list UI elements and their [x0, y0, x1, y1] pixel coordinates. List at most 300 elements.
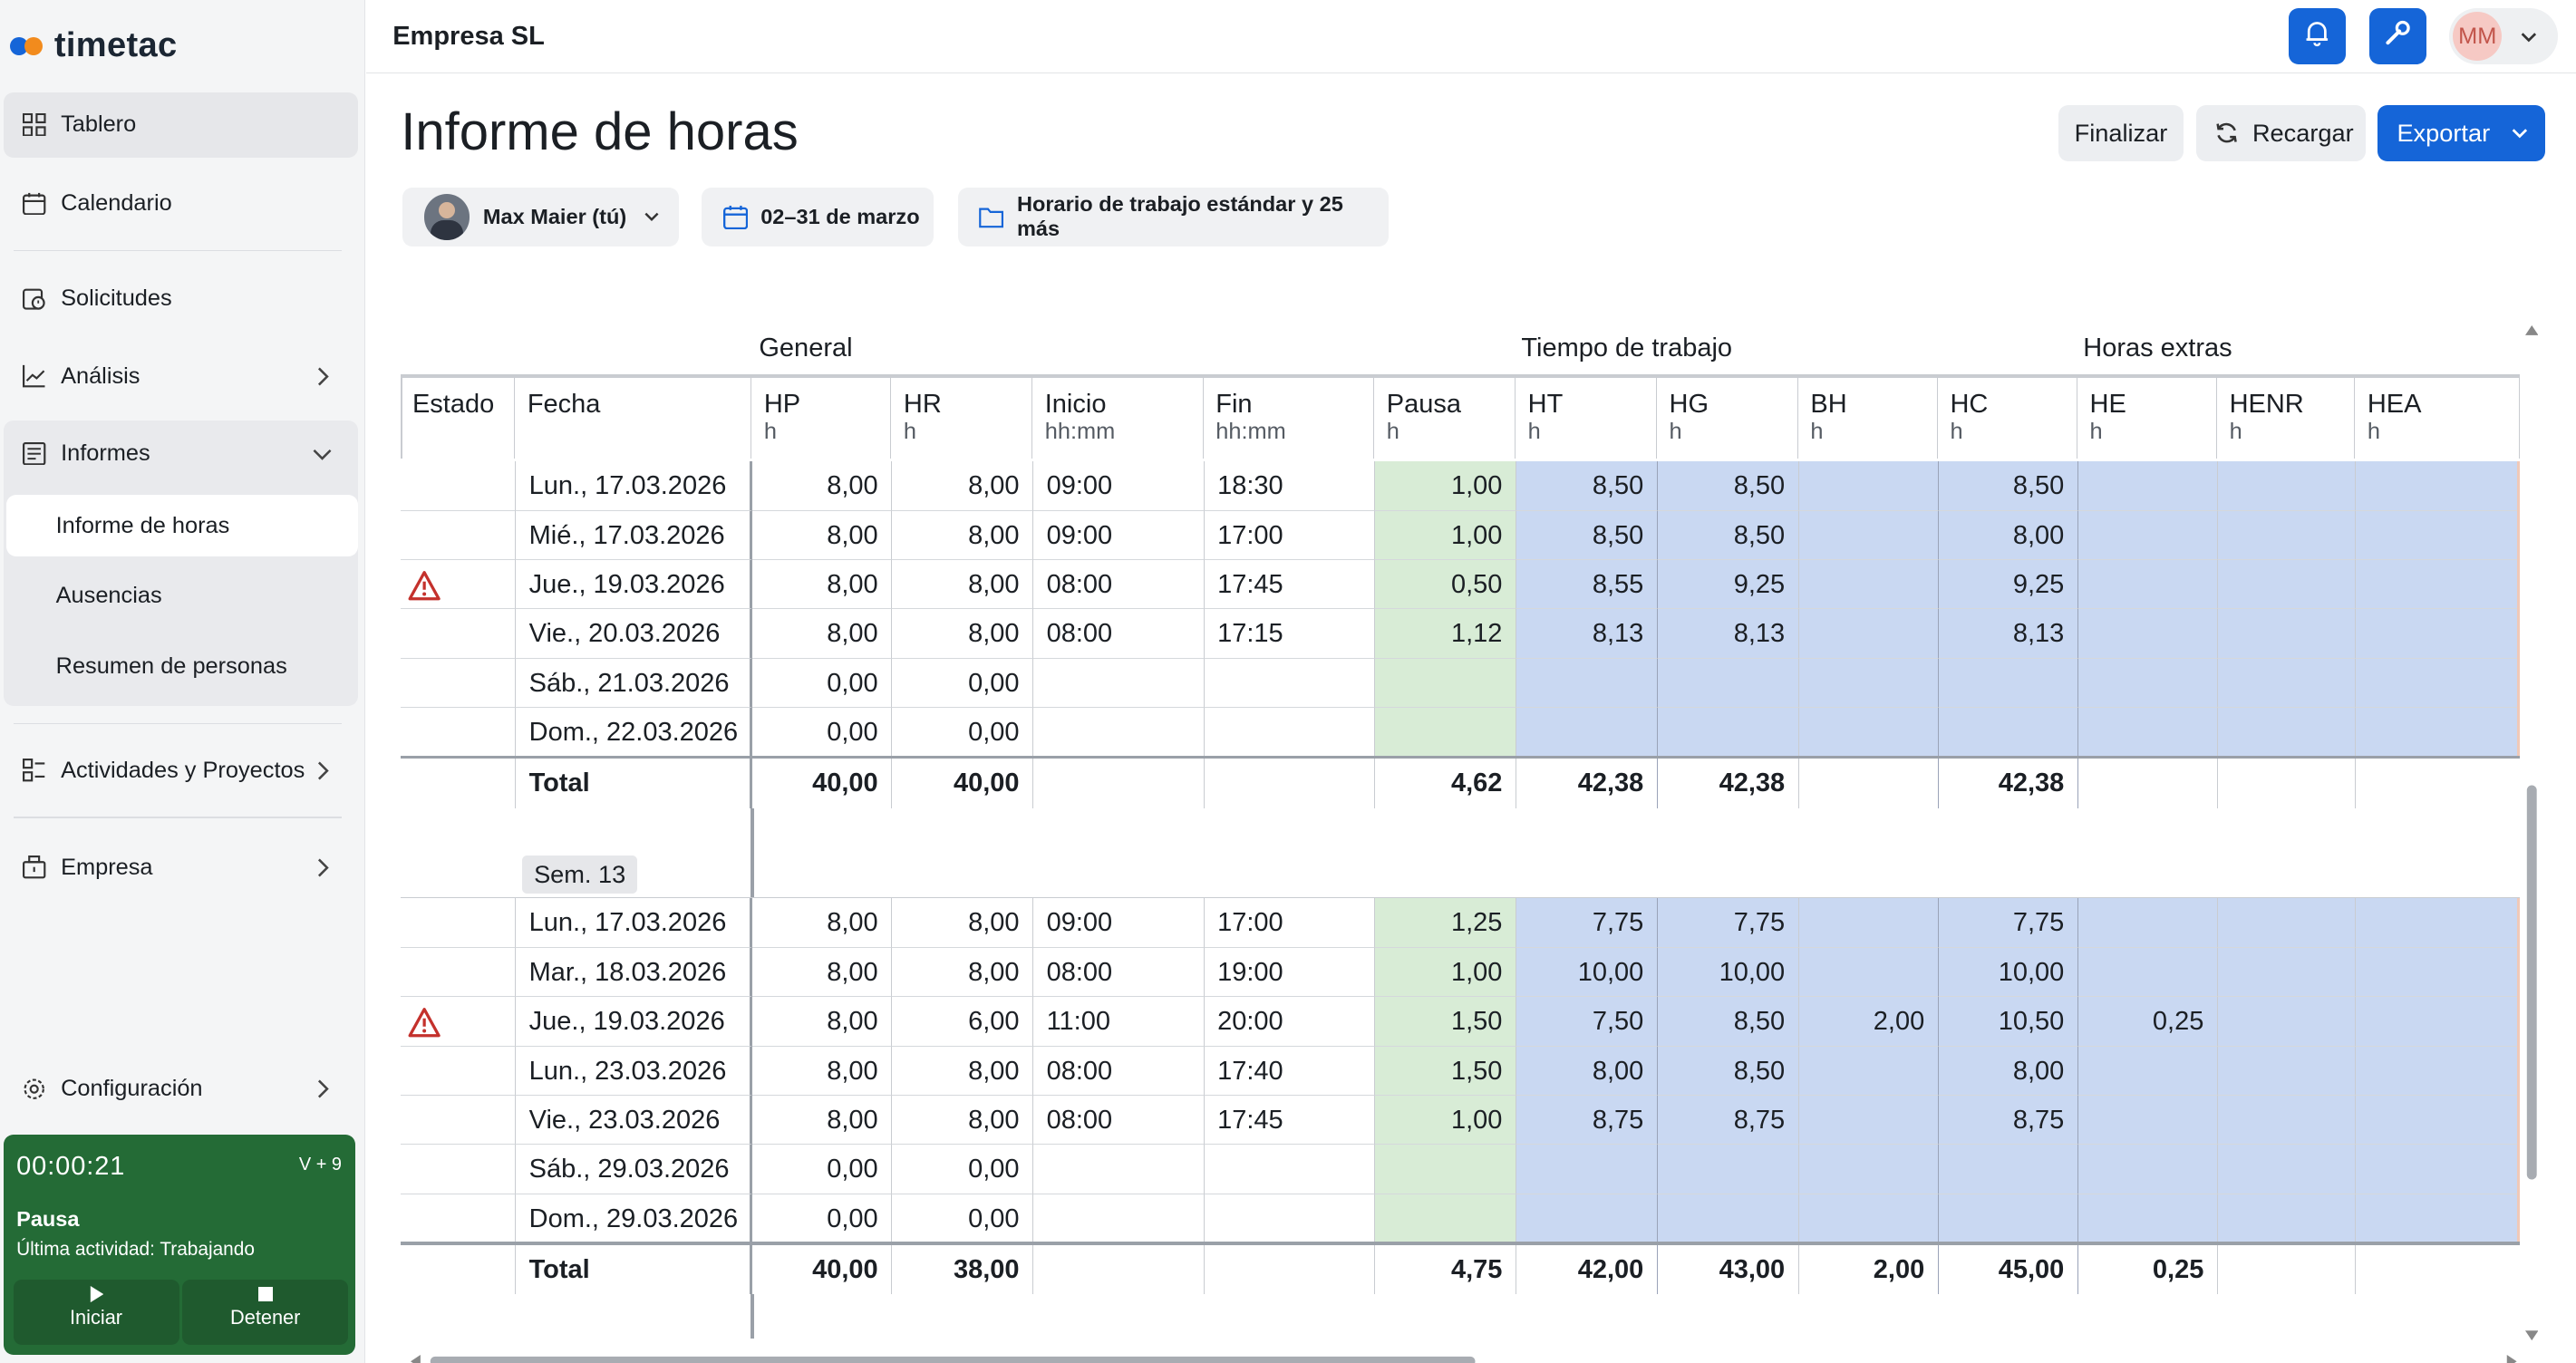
table-cell: [2356, 1194, 2520, 1243]
table-cell: [2218, 708, 2356, 757]
table-cell: 8,00: [1516, 1047, 1658, 1096]
table-cell: [1799, 948, 1939, 997]
timer-status: Pausa: [16, 1207, 80, 1232]
table-cell: 17:40: [1205, 1047, 1376, 1096]
reload-label: Recargar: [2252, 118, 2354, 147]
table-cell: [1033, 1145, 1205, 1194]
column-header-estado[interactable]: [401, 376, 515, 459]
column-header-unit: h: [2229, 419, 2242, 445]
divider: [14, 723, 343, 725]
column-header-name: HP: [763, 389, 801, 419]
column-header-inicio[interactable]: [1033, 376, 1204, 459]
timer-clock: 00:00:21: [16, 1151, 126, 1181]
table-cell: [2356, 609, 2520, 658]
table-cell: 1,50: [1375, 1047, 1516, 1096]
date-cell: Jue., 19.03.2026: [516, 560, 752, 609]
status-cell: [401, 1145, 516, 1194]
row-edge: [2517, 1096, 2521, 1145]
table-cell: [2218, 560, 2356, 609]
table-cell: [1799, 511, 1939, 560]
status-cell: [401, 997, 516, 1046]
date-cell: Dom., 29.03.2026: [516, 1194, 752, 1243]
column-header-name: Estado: [412, 389, 495, 419]
table-cell: 40,00: [892, 759, 1033, 807]
table-cell: [1205, 659, 1376, 708]
table-cell: [2356, 1145, 2520, 1194]
table-cell: [2218, 759, 2356, 807]
table-cell: 17:00: [1205, 898, 1376, 947]
column-header-fin[interactable]: [1205, 376, 1375, 459]
row-edge: [2517, 997, 2521, 1046]
folder-icon: [979, 206, 1003, 228]
table-cell: [1205, 759, 1376, 807]
table-cell: 40,00: [752, 1245, 892, 1294]
table-cell: [2218, 461, 2356, 510]
table-row: [401, 948, 2520, 997]
column-header-hp[interactable]: [752, 376, 891, 459]
status-cell: [401, 1096, 516, 1145]
table-cell: [2356, 997, 2520, 1046]
date-cell: Sáb., 21.03.2026: [516, 659, 752, 708]
table-cell: 8,00: [892, 461, 1033, 510]
column-header-unit: h: [1950, 419, 1963, 445]
column-header-unit: h: [1810, 419, 1824, 445]
table-cell: 8,00: [752, 1096, 892, 1145]
table-cell: 0,00: [752, 708, 892, 757]
sidebar-item-label: Calendario: [61, 190, 172, 217]
column-header-name: HG: [1669, 389, 1709, 419]
row-edge: [2517, 609, 2521, 658]
status-cell: [401, 511, 516, 560]
table-cell: 1,00: [1375, 461, 1516, 510]
table-cell: [1939, 708, 2078, 757]
table-cell: 40,00: [752, 759, 892, 807]
table-cell: [2356, 708, 2520, 757]
table-cell: 8,13: [1658, 609, 1799, 658]
timer-last-activity: Última actividad: Trabajando: [16, 1238, 255, 1260]
row-edge: [2517, 461, 2521, 510]
sidebar-item-configuracion[interactable]: [4, 1056, 359, 1122]
person-filter[interactable]: [402, 188, 679, 246]
column-header-name: HE: [2089, 389, 2126, 419]
table-cell: 8,00: [892, 1047, 1033, 1096]
sidebar-item-tablero[interactable]: [4, 92, 359, 159]
table-cell: 0,25: [2078, 997, 2218, 1046]
sidebar-subitem-label: Ausencias: [55, 583, 162, 609]
column-header-name: Pausa: [1386, 389, 1461, 419]
sidebar-item-label: Tablero: [61, 111, 137, 138]
table-cell: [1939, 1145, 2078, 1194]
table-cell: [1516, 1194, 1658, 1243]
grid-icon: [22, 111, 48, 138]
sidebar-item-label: Informes: [61, 440, 150, 466]
time-tracker-widget: [4, 1135, 355, 1355]
table-cell: [1375, 659, 1516, 708]
table-cell: 4,62: [1375, 759, 1516, 807]
table-cell: [2078, 511, 2218, 560]
sidebar-item-actividades[interactable]: [4, 738, 359, 804]
date-cell: Vie., 23.03.2026: [516, 1096, 752, 1145]
table-cell: 10,00: [1939, 948, 2078, 997]
sidebar-item-label: Análisis: [61, 362, 140, 389]
table-cell: [2078, 609, 2218, 658]
column-header-unit: h: [1386, 419, 1399, 445]
table-cell: 8,00: [892, 560, 1033, 609]
table-cell: 17:45: [1205, 560, 1376, 609]
date-cell: Lun., 23.03.2026: [516, 1047, 752, 1096]
column-header-name: HENR: [2229, 389, 2304, 419]
reports-icon: [22, 440, 48, 467]
status-cell: [401, 1245, 516, 1294]
table-cell: 42,38: [1939, 759, 2078, 807]
table-cell: [2078, 948, 2218, 997]
table-cell: 9,25: [1939, 560, 2078, 609]
column-header-pausa[interactable]: [1375, 376, 1516, 459]
table-cell: 43,00: [1658, 1245, 1799, 1294]
table-cell: [2218, 1145, 2356, 1194]
table-cell: 18:30: [1205, 461, 1376, 510]
table-cell: 45,00: [1939, 1245, 2078, 1294]
vertical-scrollbar[interactable]: [2525, 325, 2539, 1340]
table-cell: [2356, 461, 2520, 510]
chevron-right-icon: [309, 855, 335, 881]
column-header-unit: h: [2089, 419, 2103, 445]
table-cell: [1799, 1096, 1939, 1145]
status-cell: [401, 948, 516, 997]
column-header-name: Inicio: [1044, 389, 1107, 419]
column-header-hc[interactable]: [1939, 376, 2077, 459]
table-cell: 8,50: [1658, 511, 1799, 560]
date-cell: Lun., 17.03.2026: [516, 461, 752, 510]
table-cell: 8,50: [1516, 511, 1658, 560]
date-range-filter[interactable]: [702, 188, 934, 246]
table-cell: [2356, 759, 2520, 807]
schedule-label: Horario de trabajo estándar y 25 más: [1016, 192, 1343, 241]
table-cell: [2218, 948, 2356, 997]
sidebar-subitem-informe-de-horas[interactable]: [6, 495, 358, 557]
column-header-name: BH: [1810, 389, 1847, 419]
column-header-name: Fecha: [527, 389, 601, 419]
date-cell: Sáb., 29.03.2026: [516, 1145, 752, 1194]
status-cell: [401, 560, 516, 609]
table-cell: [2356, 560, 2520, 609]
table-cell: [2078, 1047, 2218, 1096]
table-cell: 19:00: [1205, 948, 1376, 997]
table-cell: 17:45: [1205, 1096, 1376, 1145]
table-row: [401, 560, 2520, 609]
table-cell: [1375, 1194, 1516, 1243]
table-cell: 20:00: [1205, 997, 1376, 1046]
table-cell: 6,00: [892, 997, 1033, 1046]
column-header-he[interactable]: [2078, 376, 2217, 459]
table-cell: 8,00: [892, 948, 1033, 997]
table-cell: 8,00: [752, 461, 892, 510]
table-cell: 08:00: [1033, 948, 1205, 997]
date-cell: Mié., 17.03.2026: [516, 511, 752, 560]
column-header-fecha[interactable]: [516, 376, 751, 459]
table-cell: [2078, 1194, 2218, 1243]
sidebar-item-analisis[interactable]: [4, 343, 359, 410]
finalize-label: Finalizar: [2074, 118, 2168, 147]
chevron-down-icon: [309, 440, 335, 467]
table-cell: 17:00: [1205, 511, 1376, 560]
table-row: [401, 609, 2520, 658]
projects-icon: [22, 758, 48, 784]
table-cell: [2078, 708, 2218, 757]
table-cell: [1799, 560, 1939, 609]
chevron-right-icon: [309, 363, 335, 390]
sidebar-subitem-resumen-de-personas[interactable]: [6, 635, 358, 698]
table-row: [401, 1047, 2520, 1096]
status-cell: [401, 898, 516, 947]
sidebar-item-empresa[interactable]: [4, 835, 359, 901]
column-header-unit: h: [903, 419, 916, 445]
table-cell: [2356, 1047, 2520, 1096]
table-cell: 10,50: [1939, 997, 2078, 1046]
row-edge: [2517, 898, 2521, 947]
column-header-unit: h: [1669, 419, 1682, 445]
table-cell: [2218, 511, 2356, 560]
table-cell: [2078, 1145, 2218, 1194]
table-cell: [2356, 659, 2520, 708]
table-cell: [2356, 948, 2520, 997]
export-button[interactable]: [2377, 105, 2545, 161]
row-edge: [2517, 1047, 2521, 1096]
status-cell: [401, 759, 516, 807]
table-cell: [1205, 708, 1376, 757]
table-cell: [1658, 708, 1799, 757]
date-cell: Vie., 20.03.2026: [516, 609, 752, 658]
play-icon: [14, 1286, 179, 1306]
table-cell: [2078, 560, 2218, 609]
table-cell: 10,00: [1658, 948, 1799, 997]
table-cell: [1799, 898, 1939, 947]
table-cell: 1,12: [1375, 609, 1516, 658]
table-cell: [1205, 1194, 1376, 1243]
table-cell: 8,00: [752, 609, 892, 658]
logo-text: timetac: [53, 26, 178, 65]
horizontal-scrollbar[interactable]: [411, 1345, 2517, 1358]
table-cell: 0,50: [1375, 560, 1516, 609]
sidebar-item-calendario[interactable]: [4, 171, 359, 237]
avatar: [424, 194, 470, 240]
table-cell: [1516, 708, 1658, 757]
table-cell: [2218, 609, 2356, 658]
table-cell: [2356, 1096, 2520, 1145]
table-cell: [1799, 759, 1939, 807]
table-cell: [1658, 659, 1799, 708]
table-cell: [1799, 1145, 1939, 1194]
table-cell: [1516, 659, 1658, 708]
table-cell: [1799, 659, 1939, 708]
table-cell: [1939, 1194, 2078, 1243]
column-header-bh[interactable]: [1799, 376, 1938, 459]
table-cell: [1033, 759, 1205, 807]
table-cell: [1799, 461, 1939, 510]
table-cell: 8,13: [1939, 609, 2078, 658]
table-cell: [2356, 898, 2520, 947]
timetac-logo[interactable]: [10, 23, 178, 69]
page-title: Informe de horas: [401, 102, 799, 162]
table-cell: [2218, 659, 2356, 708]
top-bar: [366, 0, 2576, 73]
column-header-ht[interactable]: [1516, 376, 1657, 459]
table-row: [401, 708, 2520, 757]
user-menu[interactable]: [2449, 8, 2558, 64]
table-cell: 7,75: [1939, 898, 2078, 947]
schedule-filter[interactable]: [958, 188, 1389, 246]
total-row: [401, 759, 2520, 807]
column-header-name: HEA: [2367, 389, 2422, 419]
column-group-title: General: [759, 333, 853, 362]
table-cell: [1939, 659, 2078, 708]
timer-version: V + 9: [298, 1155, 342, 1175]
date-cell: Total: [516, 759, 752, 807]
column-header-henr[interactable]: [2218, 376, 2355, 459]
table-cell: 7,75: [1658, 898, 1799, 947]
row-edge: [2517, 1245, 2521, 1294]
table-cell: 8,00: [1939, 511, 2078, 560]
date-cell: Mar., 18.03.2026: [516, 948, 752, 997]
table-cell: 11:00: [1033, 997, 1205, 1046]
requests-icon: [22, 285, 48, 312]
table-cell: [2218, 1194, 2356, 1243]
calendar-icon: [723, 205, 748, 229]
table-cell: 8,00: [752, 997, 892, 1046]
table-cell: 8,50: [1658, 997, 1799, 1046]
column-header-name: Fin: [1215, 389, 1253, 419]
table-cell: 1,00: [1375, 1096, 1516, 1145]
table-cell: 8,00: [752, 511, 892, 560]
table-cell: 8,50: [1658, 461, 1799, 510]
company-icon: [22, 855, 48, 881]
table-cell: 08:00: [1033, 609, 1205, 658]
table-cell: 0,00: [892, 659, 1033, 708]
tools-button[interactable]: [2369, 8, 2426, 64]
table-row: [401, 659, 2520, 708]
wrench-icon: [2383, 18, 2413, 55]
informes-group: [4, 420, 359, 706]
table-cell: [1799, 1194, 1939, 1243]
column-header-name: HR: [903, 389, 942, 419]
stop-icon: [182, 1286, 348, 1306]
table-cell: 0,00: [752, 659, 892, 708]
sidebar-item-solicitudes[interactable]: [4, 266, 359, 333]
sidebar-item-label: Configuración: [61, 1076, 203, 1102]
table-cell: 42,00: [1516, 1245, 1658, 1294]
table-cell: [2218, 1047, 2356, 1096]
chart-icon: [22, 363, 48, 390]
row-edge: [2517, 759, 2521, 807]
row-edge: [2517, 948, 2521, 997]
divider: [14, 250, 343, 252]
table-cell: 7,50: [1516, 997, 1658, 1046]
column-header-hg[interactable]: [1658, 376, 1798, 459]
table-cell: 8,00: [752, 560, 892, 609]
table-cell: [2078, 898, 2218, 947]
date-cell: Lun., 17.03.2026: [516, 898, 752, 947]
table-cell: [2356, 511, 2520, 560]
calendar-icon: [22, 190, 48, 217]
table-cell: 38,00: [892, 1245, 1033, 1294]
sidebar-subitem-ausencias[interactable]: [6, 566, 358, 628]
row-edge: [2517, 708, 2521, 757]
table-row: [401, 1194, 2520, 1243]
table-cell: 8,75: [1658, 1096, 1799, 1145]
table-cell: 0,00: [752, 1194, 892, 1243]
table-cell: 0,00: [892, 1145, 1033, 1194]
finalize-button[interactable]: [2058, 105, 2184, 161]
sidebar-item-label: Solicitudes: [61, 285, 172, 312]
table-cell: [1033, 1194, 1205, 1243]
table-cell: 42,38: [1516, 759, 1658, 807]
date-cell: Total: [516, 1245, 752, 1294]
column-header-hea[interactable]: [2356, 376, 2519, 459]
table-cell: 8,50: [1516, 461, 1658, 510]
start-button[interactable]: [14, 1280, 179, 1346]
table-cell: 42,38: [1658, 759, 1799, 807]
table-cell: [1658, 1145, 1799, 1194]
divider: [14, 817, 343, 818]
table-cell: 2,00: [1799, 1245, 1939, 1294]
total-row: [401, 1245, 2520, 1294]
table-cell: 8,00: [892, 609, 1033, 658]
column-header-unit: h: [763, 419, 777, 445]
table-row: [401, 1096, 2520, 1145]
table-cell: [1033, 708, 1205, 757]
sidebar-subitem-label: Informe de horas: [55, 512, 230, 538]
column-header-unit: h: [1527, 419, 1541, 445]
hours-report-table: [401, 320, 2520, 1339]
sidebar-item-informes[interactable]: [4, 420, 359, 487]
table-cell: 17:15: [1205, 609, 1376, 658]
table-cell: [2218, 898, 2356, 947]
row-edge: [2517, 511, 2521, 560]
table-cell: 0,25: [2078, 1245, 2218, 1294]
chevron-down-icon: [2510, 123, 2530, 143]
notifications-button[interactable]: [2289, 8, 2346, 64]
stop-button[interactable]: [182, 1280, 348, 1346]
table-cell: [1033, 659, 1205, 708]
column-header-unit: hh:mm: [1215, 419, 1286, 445]
status-cell: [401, 659, 516, 708]
sidebar: [0, 0, 365, 1363]
date-cell: Jue., 19.03.2026: [516, 997, 752, 1046]
table-cell: 08:00: [1033, 560, 1205, 609]
table-cell: 8,75: [1516, 1096, 1658, 1145]
column-header-hr[interactable]: [892, 376, 1032, 459]
table-cell: [2218, 997, 2356, 1046]
fecha-divider: [751, 1294, 754, 1339]
week-label: Sem. 13: [522, 856, 637, 894]
table-cell: [2078, 759, 2218, 807]
table-cell: 4,75: [1375, 1245, 1516, 1294]
table-cell: [1658, 1194, 1799, 1243]
table-cell: [1375, 1145, 1516, 1194]
table-cell: [1799, 609, 1939, 658]
table-cell: 8,00: [752, 1047, 892, 1096]
table-cell: [1516, 1145, 1658, 1194]
column-group-title: Tiempo de trabajo: [1521, 333, 1733, 362]
reload-button[interactable]: [2196, 105, 2366, 161]
column-header-unit: hh:mm: [1044, 419, 1116, 445]
export-label: Exportar: [2397, 118, 2491, 147]
table-cell: 8,13: [1516, 609, 1658, 658]
sidebar-item-label: Empresa: [61, 854, 153, 880]
table-cell: [1033, 1245, 1205, 1294]
table-cell: [2218, 1245, 2356, 1294]
table-cell: 7,75: [1516, 898, 1658, 947]
